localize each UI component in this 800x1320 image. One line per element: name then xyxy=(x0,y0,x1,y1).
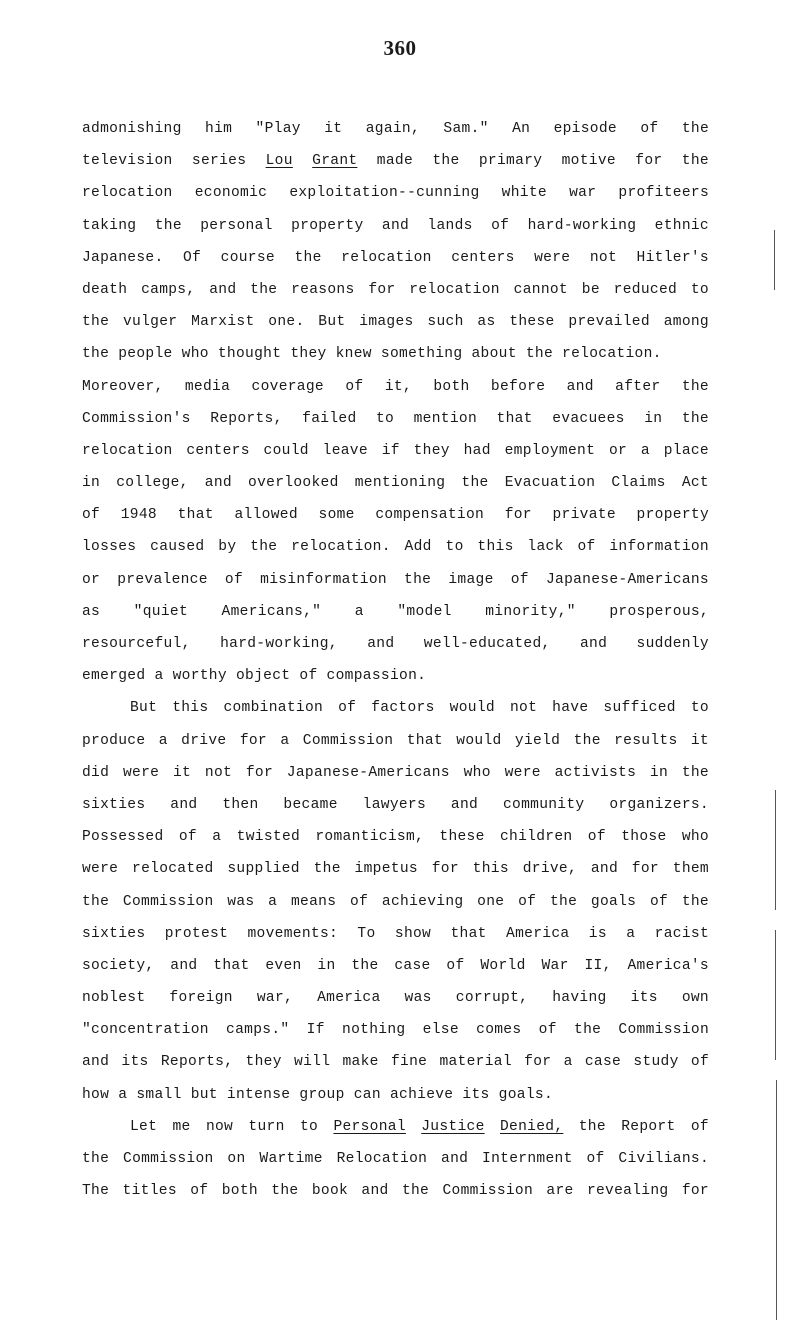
text-line xyxy=(82,1014,709,1046)
text-segment xyxy=(406,1119,421,1135)
text-segment: resourceful, hard-working, and well-educated, and suddenly xyxy=(82,636,709,652)
text-line xyxy=(82,725,709,757)
text-line xyxy=(82,113,709,145)
text-segment: relocation economic exploitation--cunning white war profiteers xyxy=(82,185,709,202)
text-segment: Moreover, media coverage of it, both before and after the xyxy=(82,378,709,395)
text-line xyxy=(82,177,709,209)
text-segment: losses caused by the relocation. Add to this lack of information xyxy=(82,539,709,556)
text-line xyxy=(82,403,709,435)
text-segment: death camps, and the reasons for relocation cannot be reduced to xyxy=(82,281,709,298)
text-line xyxy=(82,242,709,274)
underlined-title-word: Justice xyxy=(421,1118,485,1135)
text-segment: the Commission on Wartime Relocation and Internment of Civilians. xyxy=(82,1151,709,1167)
underlined-title-word: Denied, xyxy=(499,1118,564,1135)
margin-scan-line xyxy=(776,1080,777,1320)
text-line xyxy=(82,918,709,950)
text-line xyxy=(82,789,709,821)
text-segment: Possessed of a twisted romanticism, these children of those who xyxy=(82,829,709,846)
text-line xyxy=(82,531,709,563)
underlined-title-word: Lou xyxy=(265,153,293,170)
margin-scan-line xyxy=(775,790,776,910)
text-line xyxy=(82,660,709,692)
text-line xyxy=(82,274,709,306)
text-line xyxy=(82,886,709,918)
text-line xyxy=(82,628,709,660)
text-segment: the Report of xyxy=(563,1118,709,1135)
text-line xyxy=(82,435,709,467)
text-line xyxy=(82,371,709,403)
text-segment: did were it not for Japanese-Americans who were activists in the xyxy=(82,764,709,781)
text-line xyxy=(82,692,709,724)
text-segment: society, and that even in the case of World War II, America's xyxy=(82,957,709,974)
text-line xyxy=(82,467,709,499)
margin-scan-line xyxy=(774,230,775,290)
text-segment: the Commission was a means of achieving one of the goals of the xyxy=(82,893,709,910)
text-line xyxy=(82,1111,709,1143)
text-segment xyxy=(485,1119,500,1135)
text-segment: But this combination of factors would not have sufficed to xyxy=(130,700,709,717)
text-segment: sixties protest movements: To show that America is a racist xyxy=(82,925,709,942)
text-segment: The titles of both the book and the Commission are revealing for xyxy=(82,1183,709,1200)
text-segment: admonishing him "Play it again, Sam." An episode of the xyxy=(82,121,709,137)
text-segment: Commission's Reports, failed to mention that evacuees in the xyxy=(82,410,709,427)
text-segment: made the primary motive for the xyxy=(357,153,709,170)
text-segment: or prevalence of misinformation the image of Japanese-Americans xyxy=(82,571,709,588)
text-segment: as "quiet Americans," a "model minority," prosperous, xyxy=(82,603,709,620)
text-line xyxy=(82,210,709,242)
underlined-title-word: Grant xyxy=(312,153,358,170)
text-line xyxy=(82,757,709,789)
text-segment: noblest foreign war, America was corrupt, having its own xyxy=(82,990,709,1007)
text-line xyxy=(82,564,709,596)
text-segment: Japanese. Of course the relocation centers were not Hitler's xyxy=(82,249,709,266)
text-line xyxy=(82,982,709,1014)
margin-scan-line xyxy=(775,930,776,1060)
text-line xyxy=(82,1046,709,1078)
text-segment: sixties and then became lawyers and community organizers. xyxy=(82,796,709,813)
page-number: 360 xyxy=(383,36,417,60)
text-line xyxy=(82,1143,709,1175)
text-line xyxy=(82,1175,709,1207)
text-line xyxy=(82,338,709,370)
text-segment: emerged a worthy object of compassion. xyxy=(82,668,427,685)
text-segment: Let me now turn to xyxy=(130,1118,334,1135)
text-segment: and its Reports, they will make fine material for a case study of xyxy=(82,1054,709,1071)
text-line xyxy=(82,596,709,628)
text-line xyxy=(82,853,709,885)
text-segment: taking the personal property and lands of hard-working ethnic xyxy=(82,217,709,234)
text-line xyxy=(82,145,709,177)
text-segment: the people who thought they knew something about the relocation. xyxy=(82,346,662,363)
text-segment xyxy=(293,153,312,169)
text-line xyxy=(82,821,709,853)
underlined-title-word: Personal xyxy=(333,1118,406,1135)
text-segment: the vulger Marxist one. But images such as these prevailed among xyxy=(82,314,709,331)
text-segment: "concentration camps." If nothing else comes of the Commission xyxy=(82,1022,709,1039)
body-text xyxy=(82,113,709,1207)
text-line xyxy=(82,950,709,982)
text-line xyxy=(82,306,709,338)
text-line xyxy=(82,499,709,531)
text-segment: in college, and overlooked mentioning the Evacuation Claims Act xyxy=(82,475,709,492)
text-line xyxy=(82,1079,709,1111)
text-segment: television series xyxy=(82,153,266,170)
text-segment: produce a drive for a Commission that would yield the results it xyxy=(82,732,709,749)
text-segment: relocation centers could leave if they had employment or a place xyxy=(82,442,709,459)
text-segment: how a small but intense group can achieve its goals. xyxy=(82,1086,553,1103)
text-segment: of 1948 that allowed some compensation for private property xyxy=(82,507,709,524)
text-segment: were relocated supplied the impetus for this drive, and for them xyxy=(82,861,709,878)
